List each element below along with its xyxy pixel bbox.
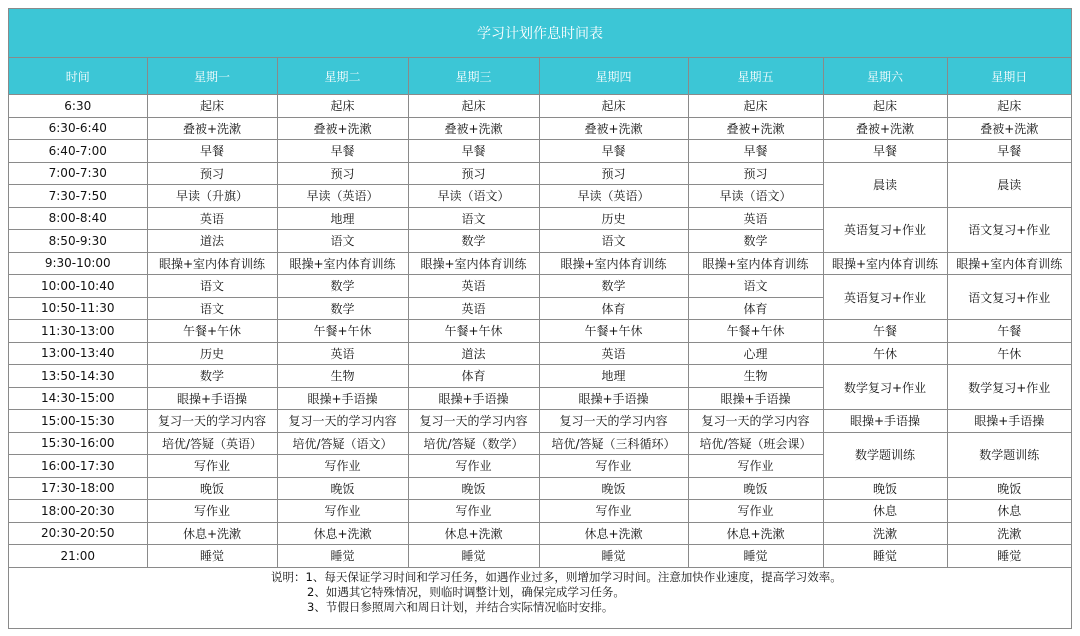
cell-fri: 休息+洗漱 bbox=[688, 522, 823, 545]
cell-wed: 早读（语文） bbox=[408, 185, 539, 208]
cell-tue: 写作业 bbox=[277, 500, 408, 523]
cell-fri: 数学 bbox=[688, 230, 823, 253]
notes-section bbox=[9, 568, 1071, 615]
cell-mon: 眼操+室内体育训练 bbox=[147, 252, 277, 275]
header-row bbox=[9, 58, 1071, 95]
cell-sat: 睡觉 bbox=[823, 545, 947, 568]
table-row bbox=[9, 342, 1071, 365]
cell-time: 14:30-15:00 bbox=[9, 387, 147, 410]
cell-mon: 起床 bbox=[147, 95, 277, 118]
table-row bbox=[9, 275, 1071, 298]
cell-tue: 晚饭 bbox=[277, 477, 408, 500]
cell-sat: 英语复习+作业 bbox=[823, 275, 947, 320]
cell-thu: 眼操+室内体育训练 bbox=[539, 252, 688, 275]
cell-sun: 午餐 bbox=[947, 320, 1071, 343]
cell-tue: 预习 bbox=[277, 162, 408, 185]
cell-fri: 培优/答疑（班会课） bbox=[688, 432, 823, 455]
cell-time: 10:50-11:30 bbox=[9, 297, 147, 320]
cell-sun: 晚饭 bbox=[947, 477, 1071, 500]
table-row bbox=[9, 207, 1071, 230]
cell-time: 13:00-13:40 bbox=[9, 342, 147, 365]
cell-thu: 起床 bbox=[539, 95, 688, 118]
header-sun: 星期日 bbox=[947, 58, 1071, 95]
cell-wed: 数学 bbox=[408, 230, 539, 253]
cell-fri: 语文 bbox=[688, 275, 823, 298]
cell-thu: 地理 bbox=[539, 365, 688, 388]
cell-wed: 眼操+手语操 bbox=[408, 387, 539, 410]
cell-wed: 英语 bbox=[408, 275, 539, 298]
cell-sun: 起床 bbox=[947, 95, 1071, 118]
cell-fri: 叠被+洗漱 bbox=[688, 117, 823, 140]
cell-time: 9:30-10:00 bbox=[9, 252, 147, 275]
cell-mon: 早读（升旗） bbox=[147, 185, 277, 208]
cell-mon: 英语 bbox=[147, 207, 277, 230]
cell-wed: 休息+洗漱 bbox=[408, 522, 539, 545]
cell-thu: 休息+洗漱 bbox=[539, 522, 688, 545]
cell-fri: 预习 bbox=[688, 162, 823, 185]
cell-time: 13:50-14:30 bbox=[9, 365, 147, 388]
cell-mon: 写作业 bbox=[147, 455, 277, 478]
page-title: 学习计划作息时间表 bbox=[9, 9, 1071, 58]
cell-wed: 起床 bbox=[408, 95, 539, 118]
cell-mon: 午餐+午休 bbox=[147, 320, 277, 343]
cell-fri: 早读（语文） bbox=[688, 185, 823, 208]
cell-sat: 午休 bbox=[823, 342, 947, 365]
table-row bbox=[9, 320, 1071, 343]
cell-fri: 眼操+室内体育训练 bbox=[688, 252, 823, 275]
cell-time: 20:30-20:50 bbox=[9, 522, 147, 545]
table-row bbox=[9, 365, 1071, 388]
cell-thu: 培优/答疑（三科循环） bbox=[539, 432, 688, 455]
header-thu: 星期四 bbox=[539, 58, 688, 95]
cell-fri: 英语 bbox=[688, 207, 823, 230]
cell-tue: 培优/答疑（语文） bbox=[277, 432, 408, 455]
table-row bbox=[9, 252, 1071, 275]
cell-tue: 眼操+手语操 bbox=[277, 387, 408, 410]
cell-thu: 预习 bbox=[539, 162, 688, 185]
cell-sat: 叠被+洗漱 bbox=[823, 117, 947, 140]
cell-thu: 早餐 bbox=[539, 140, 688, 163]
cell-wed: 早餐 bbox=[408, 140, 539, 163]
cell-time: 15:00-15:30 bbox=[9, 410, 147, 433]
cell-wed: 体育 bbox=[408, 365, 539, 388]
cell-mon: 眼操+手语操 bbox=[147, 387, 277, 410]
cell-sat: 数学复习+作业 bbox=[823, 365, 947, 410]
cell-tue: 午餐+午休 bbox=[277, 320, 408, 343]
cell-tue: 语文 bbox=[277, 230, 408, 253]
cell-time: 21:00 bbox=[9, 545, 147, 568]
cell-sun: 叠被+洗漱 bbox=[947, 117, 1071, 140]
cell-sat: 午餐 bbox=[823, 320, 947, 343]
cell-sun: 睡觉 bbox=[947, 545, 1071, 568]
cell-thu: 复习一天的学习内容 bbox=[539, 410, 688, 433]
cell-tue: 叠被+洗漱 bbox=[277, 117, 408, 140]
cell-tue: 眼操+室内体育训练 bbox=[277, 252, 408, 275]
cell-wed: 英语 bbox=[408, 297, 539, 320]
note-line: 3、节假日参照周六和周日计划，并结合实际情况临时安排。 bbox=[307, 599, 614, 614]
cell-mon: 写作业 bbox=[147, 500, 277, 523]
cell-mon: 早餐 bbox=[147, 140, 277, 163]
note-line: 2、如遇其它特殊情况，则临时调整计划，确保完成学习任务。 bbox=[307, 584, 625, 599]
cell-sun: 休息 bbox=[947, 500, 1071, 523]
cell-time: 10:00-10:40 bbox=[9, 275, 147, 298]
cell-sat: 早餐 bbox=[823, 140, 947, 163]
cell-thu: 历史 bbox=[539, 207, 688, 230]
cell-fri: 眼操+手语操 bbox=[688, 387, 823, 410]
cell-wed: 预习 bbox=[408, 162, 539, 185]
cell-sat: 眼操+室内体育训练 bbox=[823, 252, 947, 275]
cell-thu: 睡觉 bbox=[539, 545, 688, 568]
cell-fri: 心理 bbox=[688, 342, 823, 365]
table-row bbox=[9, 432, 1071, 455]
table-row bbox=[9, 477, 1071, 500]
cell-tue: 睡觉 bbox=[277, 545, 408, 568]
cell-mon: 复习一天的学习内容 bbox=[147, 410, 277, 433]
table-row bbox=[9, 545, 1071, 568]
cell-tue: 英语 bbox=[277, 342, 408, 365]
cell-sun: 洗漱 bbox=[947, 522, 1071, 545]
cell-wed: 午餐+午休 bbox=[408, 320, 539, 343]
cell-mon: 叠被+洗漱 bbox=[147, 117, 277, 140]
cell-fri: 晚饭 bbox=[688, 477, 823, 500]
cell-sat: 洗漱 bbox=[823, 522, 947, 545]
cell-thu: 写作业 bbox=[539, 500, 688, 523]
cell-fri: 起床 bbox=[688, 95, 823, 118]
cell-sun: 早餐 bbox=[947, 140, 1071, 163]
cell-mon: 晚饭 bbox=[147, 477, 277, 500]
cell-thu: 午餐+午休 bbox=[539, 320, 688, 343]
cell-thu: 眼操+手语操 bbox=[539, 387, 688, 410]
cell-time: 17:30-18:00 bbox=[9, 477, 147, 500]
cell-sat: 休息 bbox=[823, 500, 947, 523]
table-row bbox=[9, 500, 1071, 523]
cell-thu: 早读（英语） bbox=[539, 185, 688, 208]
cell-mon: 语文 bbox=[147, 297, 277, 320]
cell-mon: 休息+洗漱 bbox=[147, 522, 277, 545]
cell-fri: 早餐 bbox=[688, 140, 823, 163]
cell-wed: 叠被+洗漱 bbox=[408, 117, 539, 140]
cell-fri: 生物 bbox=[688, 365, 823, 388]
cell-mon: 数学 bbox=[147, 365, 277, 388]
cell-wed: 写作业 bbox=[408, 455, 539, 478]
cell-sat: 晚饭 bbox=[823, 477, 947, 500]
cell-tue: 起床 bbox=[277, 95, 408, 118]
cell-sun: 数学复习+作业 bbox=[947, 365, 1071, 410]
cell-tue: 地理 bbox=[277, 207, 408, 230]
cell-tue: 生物 bbox=[277, 365, 408, 388]
cell-mon: 预习 bbox=[147, 162, 277, 185]
cell-tue: 休息+洗漱 bbox=[277, 522, 408, 545]
cell-time: 18:00-20:30 bbox=[9, 500, 147, 523]
cell-wed: 语文 bbox=[408, 207, 539, 230]
header-wed: 星期三 bbox=[408, 58, 539, 95]
cell-tue: 早餐 bbox=[277, 140, 408, 163]
cell-time: 16:00-17:30 bbox=[9, 455, 147, 478]
cell-mon: 培优/答疑（英语） bbox=[147, 432, 277, 455]
cell-mon: 道法 bbox=[147, 230, 277, 253]
cell-time: 11:30-13:00 bbox=[9, 320, 147, 343]
cell-tue: 数学 bbox=[277, 297, 408, 320]
cell-sun: 眼操+手语操 bbox=[947, 410, 1071, 433]
table-row bbox=[9, 95, 1071, 118]
header-mon: 星期一 bbox=[147, 58, 277, 95]
cell-sun: 眼操+室内体育训练 bbox=[947, 252, 1071, 275]
cell-time: 6:30 bbox=[9, 95, 147, 118]
cell-thu: 语文 bbox=[539, 230, 688, 253]
cell-sun: 语文复习+作业 bbox=[947, 275, 1071, 320]
table-row bbox=[9, 410, 1071, 433]
cell-thu: 写作业 bbox=[539, 455, 688, 478]
cell-sun: 晨读 bbox=[947, 162, 1071, 207]
cell-thu: 数学 bbox=[539, 275, 688, 298]
table-row bbox=[9, 117, 1071, 140]
cell-wed: 睡觉 bbox=[408, 545, 539, 568]
cell-time: 7:30-7:50 bbox=[9, 185, 147, 208]
table-row bbox=[9, 522, 1071, 545]
cell-time: 8:50-9:30 bbox=[9, 230, 147, 253]
cell-fri: 写作业 bbox=[688, 500, 823, 523]
cell-wed: 眼操+室内体育训练 bbox=[408, 252, 539, 275]
cell-time: 6:40-7:00 bbox=[9, 140, 147, 163]
cell-fri: 午餐+午休 bbox=[688, 320, 823, 343]
cell-sun: 数学题训练 bbox=[947, 432, 1071, 477]
cell-sun: 午休 bbox=[947, 342, 1071, 365]
cell-sat: 英语复习+作业 bbox=[823, 207, 947, 252]
schedule-sheet bbox=[8, 8, 1072, 629]
cell-fri: 写作业 bbox=[688, 455, 823, 478]
cell-mon: 睡觉 bbox=[147, 545, 277, 568]
cell-wed: 复习一天的学习内容 bbox=[408, 410, 539, 433]
cell-tue: 复习一天的学习内容 bbox=[277, 410, 408, 433]
cell-tue: 数学 bbox=[277, 275, 408, 298]
cell-fri: 复习一天的学习内容 bbox=[688, 410, 823, 433]
cell-tue: 写作业 bbox=[277, 455, 408, 478]
cell-sat: 眼操+手语操 bbox=[823, 410, 947, 433]
cell-sat: 晨读 bbox=[823, 162, 947, 207]
cell-thu: 英语 bbox=[539, 342, 688, 365]
header-fri: 星期五 bbox=[688, 58, 823, 95]
header-time: 时间 bbox=[9, 58, 147, 95]
cell-sun: 语文复习+作业 bbox=[947, 207, 1071, 252]
table-row bbox=[9, 162, 1071, 185]
cell-wed: 道法 bbox=[408, 342, 539, 365]
note-line: 说明：1、每天保证学习时间和学习任务，如遇作业过多，则增加学习时间。注意加快作业速度，提高学习效率。 bbox=[271, 569, 842, 584]
cell-mon: 语文 bbox=[147, 275, 277, 298]
cell-time: 7:00-7:30 bbox=[9, 162, 147, 185]
cell-wed: 培优/答疑（数学） bbox=[408, 432, 539, 455]
header-sat: 星期六 bbox=[823, 58, 947, 95]
cell-tue: 早读（英语） bbox=[277, 185, 408, 208]
cell-thu: 叠被+洗漱 bbox=[539, 117, 688, 140]
cell-thu: 体育 bbox=[539, 297, 688, 320]
cell-fri: 睡觉 bbox=[688, 545, 823, 568]
cell-sat: 数学题训练 bbox=[823, 432, 947, 477]
schedule-table bbox=[9, 58, 1071, 568]
cell-sat: 起床 bbox=[823, 95, 947, 118]
cell-time: 6:30-6:40 bbox=[9, 117, 147, 140]
table-row bbox=[9, 140, 1071, 163]
header-tue: 星期二 bbox=[277, 58, 408, 95]
cell-time: 15:30-16:00 bbox=[9, 432, 147, 455]
cell-mon: 历史 bbox=[147, 342, 277, 365]
cell-wed: 晚饭 bbox=[408, 477, 539, 500]
cell-fri: 体育 bbox=[688, 297, 823, 320]
cell-wed: 写作业 bbox=[408, 500, 539, 523]
cell-thu: 晚饭 bbox=[539, 477, 688, 500]
cell-time: 8:00-8:40 bbox=[9, 207, 147, 230]
